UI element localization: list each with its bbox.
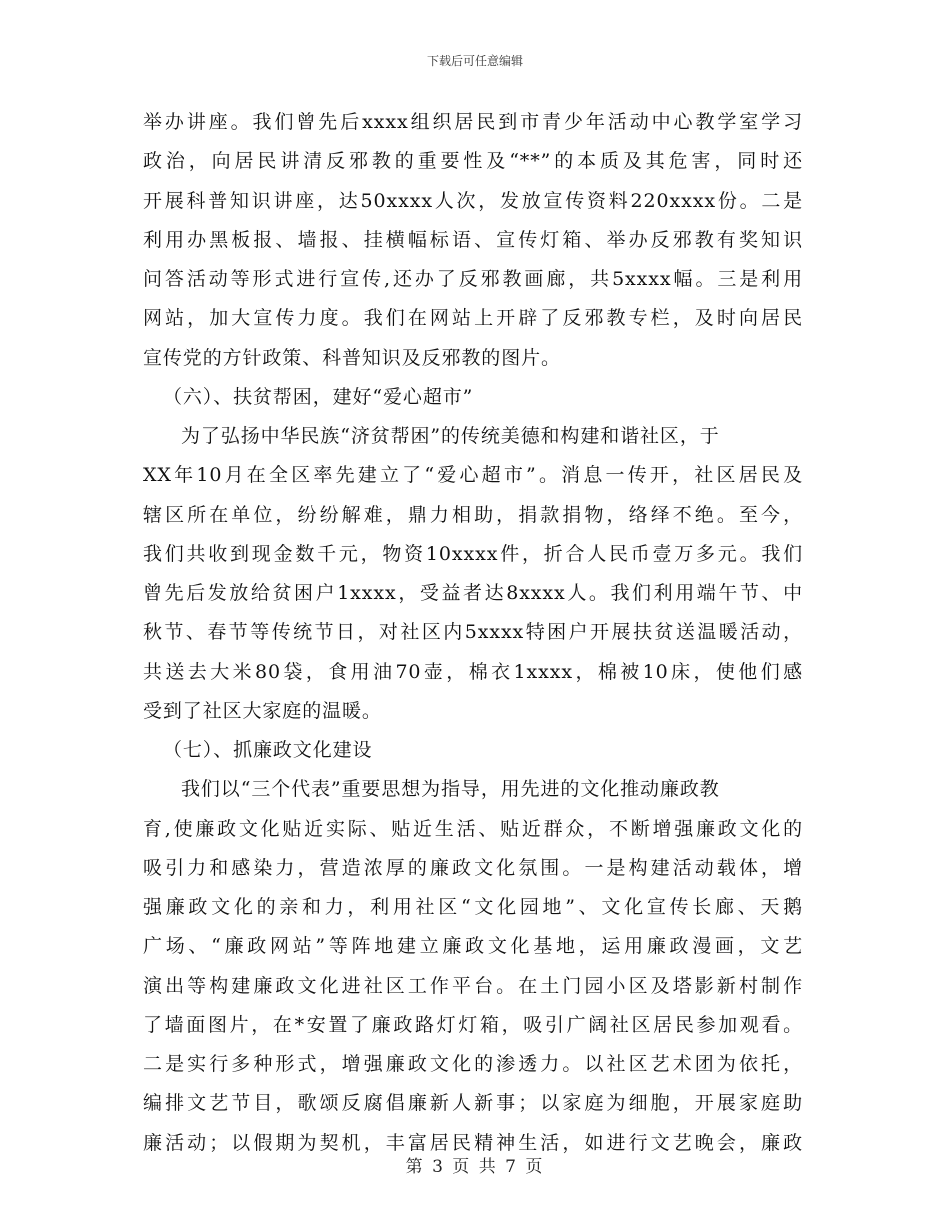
text-line: 秋节、春节等传统节日，对社区内5xxxx特困户开展扶贫送温暖活动， xyxy=(143,621,803,644)
text-line: 廉活动；以假期为契机，丰富居民精神生活，如进行文艺晚会，廉政 xyxy=(143,1131,803,1154)
text-line: 演出等构建廉政文化进社区工作平台。在土门园小区及塔影新村制作 xyxy=(143,974,803,997)
text-line: XX年10月在全区率先建立了“爱心超市”。消息一传开，社区居民及 xyxy=(143,464,803,487)
text-line: 编排文艺节目，歌颂反腐倡廉新人新事；以家庭为细胞，开展家庭助 xyxy=(143,1092,803,1115)
text-line: 了墙面图片，在*安置了廉政路灯灯箱，吸引广阔社区居民参加观看。 xyxy=(143,1013,803,1036)
text-line: 二是实行多种形式，增强廉政文化的渗透力。以社区艺术团为依托， xyxy=(143,1053,803,1075)
text-line: 为了弘扬中华民族“济贫帮困”的传统美德和构建和谐社区，于 xyxy=(181,425,720,447)
document-body xyxy=(143,103,803,1163)
page-footer: 第 3 页 共 7 页 xyxy=(405,1157,545,1177)
text-line: 受到了社区大家庭的温暖。 xyxy=(143,699,382,722)
text-line: 政治，向居民讲清反邪教的重要性及“**”的本质及其危害，同时还 xyxy=(143,150,803,173)
section-heading: （六）、扶贫帮困，建好“爱心超市” xyxy=(163,385,474,408)
text-line: 网站，加大宣传力度。我们在网站上开辟了反邪教专栏，及时向居民 xyxy=(143,307,803,330)
text-line: 吸引力和感染力，营造浓厚的廉政文化氛围。一是构建活动载体，增 xyxy=(143,856,803,879)
text-line: 强廉政文化的亲和力，利用社区“文化园地”、文化宣传长廊、天鹅 xyxy=(143,896,803,918)
text-line: 举办讲座。我们曾先后xxxx组织居民到市青少年活动中心教学室学习 xyxy=(143,111,803,133)
text-line: 广场、“廉政网站”等阵地建立廉政文化基地，运用廉政漫画，文艺 xyxy=(143,935,803,958)
text-line: 问答活动等形式进行宣传,还办了反邪教画廊，共5xxxx幅。三是利用 xyxy=(143,268,803,290)
text-line: 曾先后发放给贫困户1xxxx，受益者达8xxxx人。我们利用端午节、中 xyxy=(143,582,803,604)
page-header: 下载后可任意编辑 xyxy=(426,54,523,68)
section-heading: （七）、抓廉政文化建设 xyxy=(163,739,373,761)
text-line: 开展科普知识讲座，达50xxxx人次，发放宣传资料220xxxx份。二是 xyxy=(143,189,803,212)
text-line: 宣传党的方针政策、科普知识及反邪教的图片。 xyxy=(143,346,561,369)
text-line: 共送去大米80袋，食用油70壶，棉衣1xxxx，棉被10床，使他们感 xyxy=(143,660,803,683)
text-line: 利用办黑板报、墙报、挂横幅标语、宣传灯箱、举办反邪教有奖知识 xyxy=(143,228,803,251)
text-line: 辖区所在单位，纷纷解难，鼎力相助，捐款捐物，络绎不绝。至今， xyxy=(143,503,803,526)
text-line: 我们共收到现金数千元，物资10xxxx件，折合人民币壹万多元。我们 xyxy=(143,542,803,565)
text-line: 我们以“三个代表”重要思想为指导，用先进的文化推动廉政教 xyxy=(181,778,720,801)
text-line: 育,使廉政文化贴近实际、贴近生活、贴近群众，不断增强廉政文化的 xyxy=(143,817,803,840)
